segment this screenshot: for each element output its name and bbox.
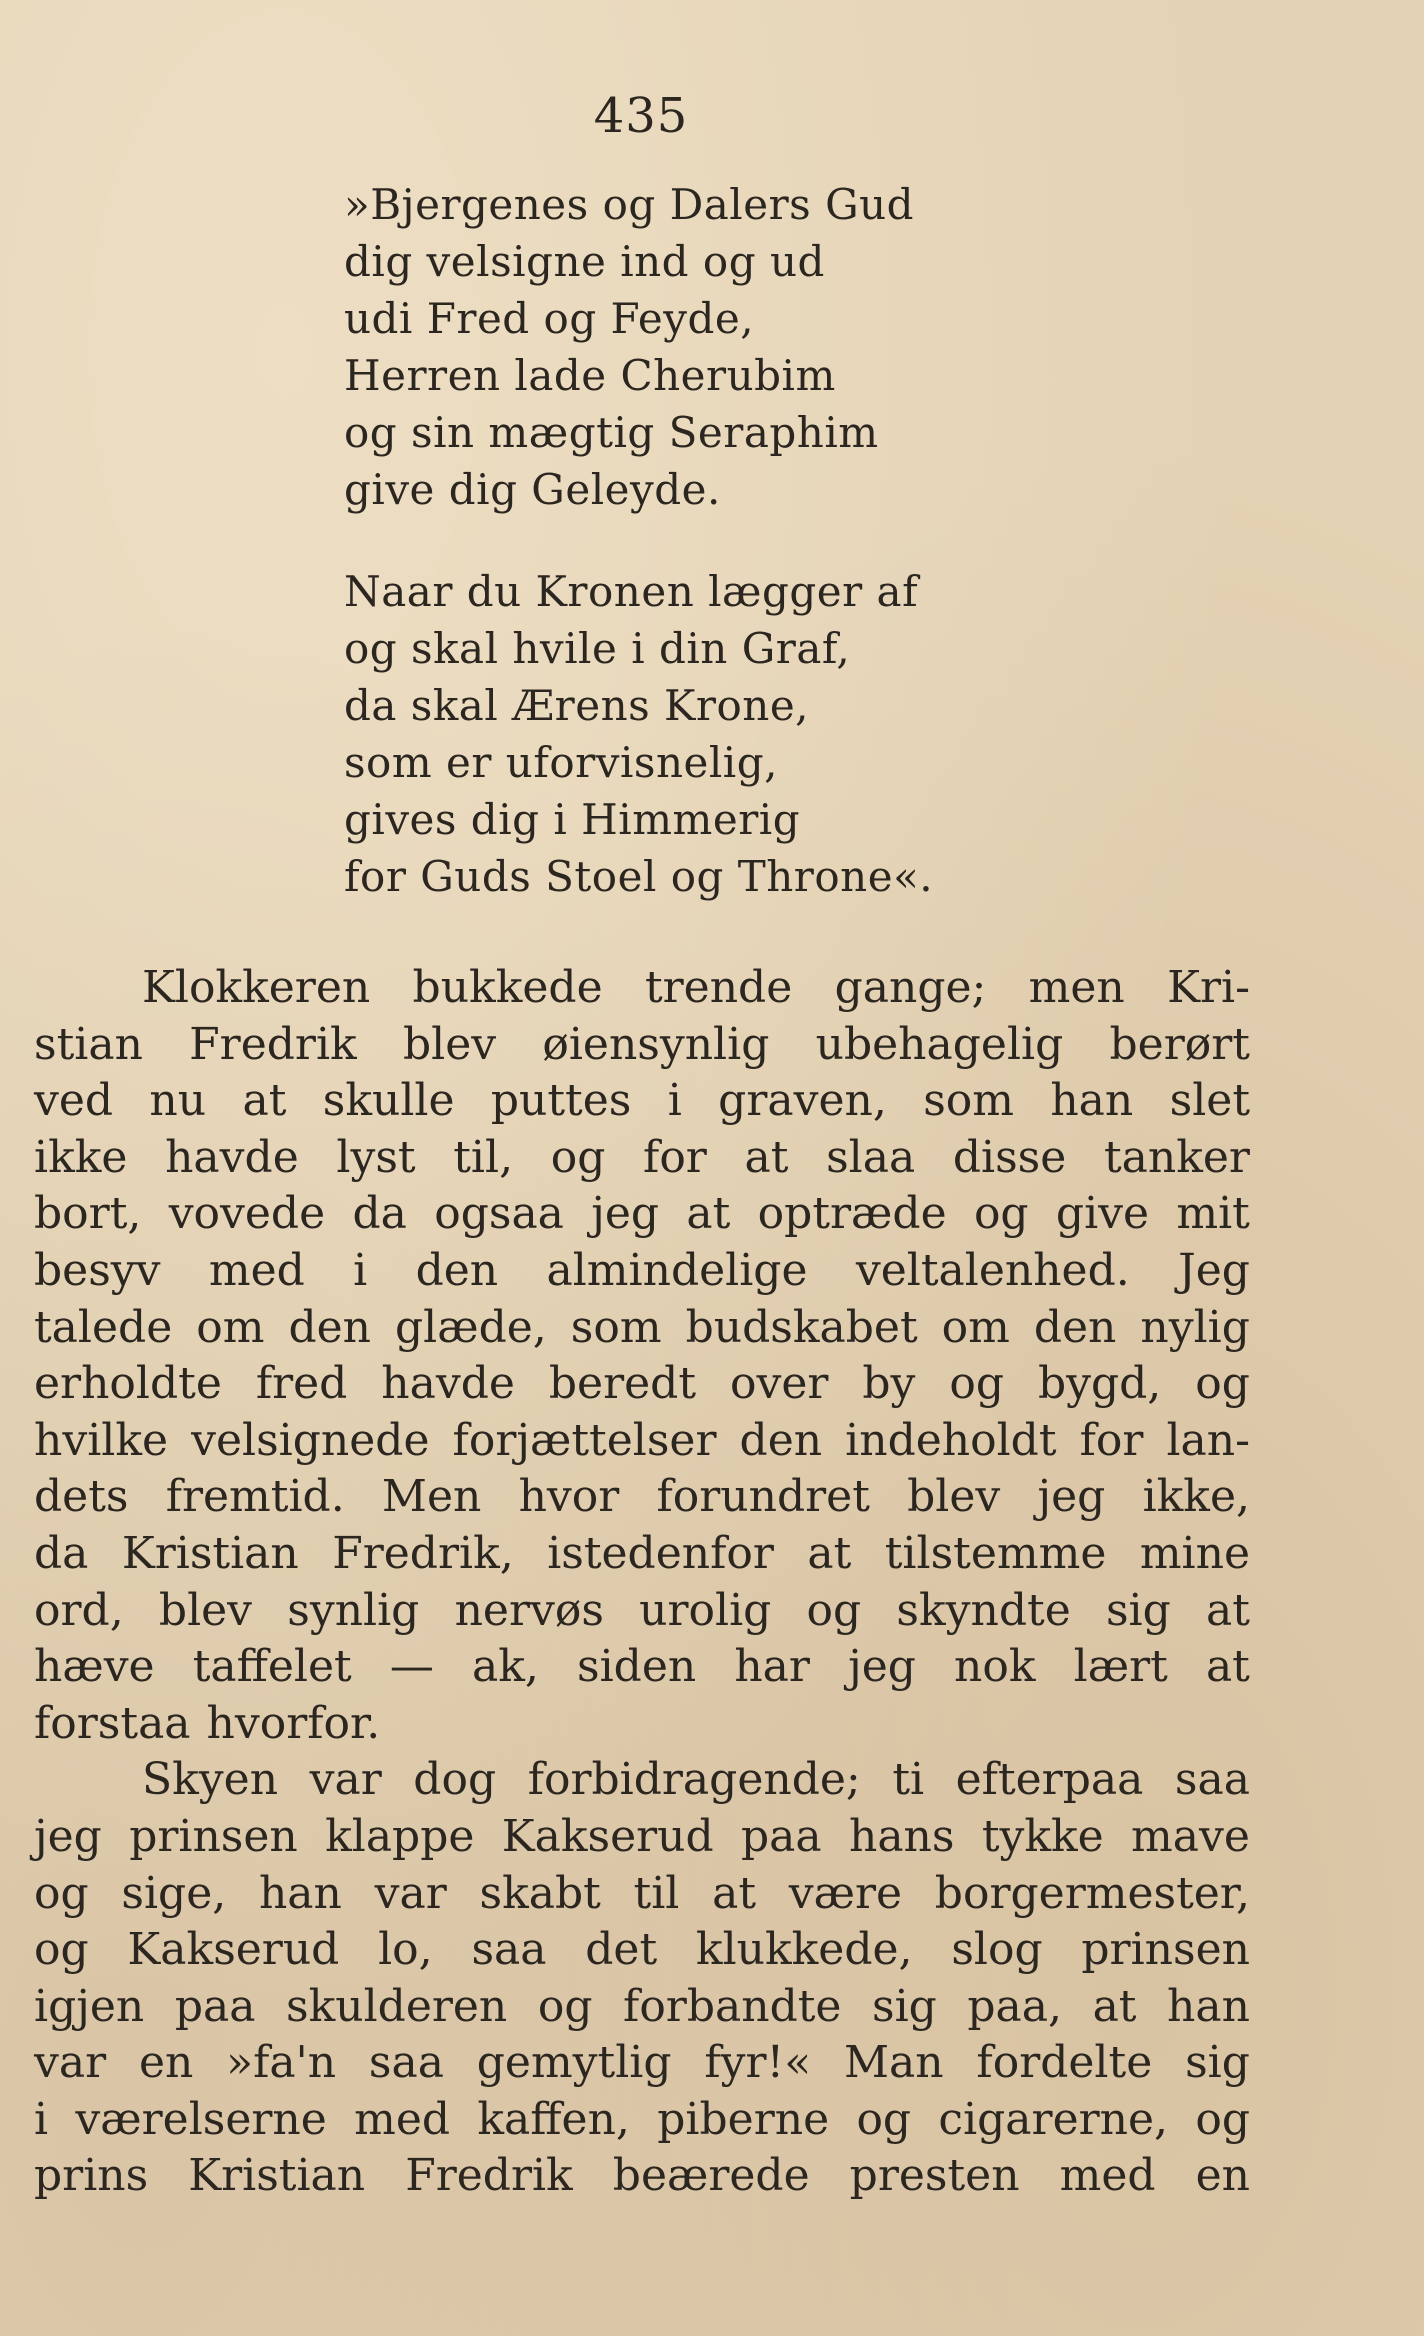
prose-word: sig: [872, 1980, 937, 2032]
prose-word: fremtid.: [165, 1471, 345, 1523]
prose-word: velsignede: [191, 1414, 430, 1466]
prose-word: Man: [843, 2037, 944, 2089]
prose-word: til: [633, 1867, 680, 1919]
prose-word: forstaa: [34, 1697, 191, 1749]
verse-line: gives dig i Himmerig: [344, 795, 801, 844]
prose-word: skabt: [479, 1867, 601, 1919]
prose-line: [34, 2092, 1250, 2149]
prose-word: forundret: [656, 1471, 870, 1523]
prose-word: talede: [34, 1301, 173, 1353]
prose-word: om: [941, 1301, 1010, 1353]
verse-line: dig velsigne ind og ud: [344, 237, 825, 286]
prose-word: øiensynlig: [542, 1018, 770, 1070]
page-number: 435: [593, 88, 689, 144]
prose-word: hvorfor.: [206, 1697, 381, 1749]
prose-word: ved: [34, 1075, 114, 1127]
prose-word: kaffen,: [477, 2093, 630, 2145]
prose-word: var: [34, 2037, 107, 2089]
prose-word: da: [352, 1188, 407, 1240]
prose-word: men: [1028, 962, 1125, 1013]
prose-word: over: [729, 1358, 829, 1410]
prose-word: i: [667, 1075, 682, 1127]
prose-line: [34, 1526, 1250, 1583]
prose-word: med: [1059, 2150, 1156, 2202]
prose-word: ikke,: [1142, 1471, 1250, 1523]
prose-word: skulderen: [286, 1980, 508, 2032]
prose-word: forjættelser: [452, 1414, 717, 1466]
prose-word: i: [353, 1244, 368, 1296]
prose-line: [34, 1356, 1250, 1413]
prose-word: by: [862, 1358, 916, 1410]
prose-word: mit: [1176, 1188, 1250, 1240]
prose-word: at: [242, 1075, 287, 1127]
prose-word: med: [354, 2093, 451, 2145]
prose-line: [34, 1413, 1250, 1470]
prose-word: Skyen: [142, 1754, 279, 1806]
prose-word: om: [196, 1301, 265, 1353]
prose-word: fordelte: [976, 2037, 1153, 2089]
prose-word: og: [806, 1584, 862, 1636]
prose-word: at: [807, 1527, 852, 1579]
prose-word: Fredrik: [189, 1018, 357, 1070]
prose-word: værelserne: [75, 2093, 327, 2145]
prose-line: [34, 2148, 1250, 2205]
prose-word: presten: [849, 2150, 1020, 2202]
prose-line: [34, 1017, 1250, 1074]
prose-line: [34, 1866, 1250, 1923]
prose-word: for: [1079, 1414, 1144, 1466]
prose-word: tykke: [981, 1810, 1104, 1862]
prose-word: prinsen: [1081, 1924, 1250, 1976]
prose-word: sig: [1185, 2037, 1250, 2089]
prose-word: hæve: [34, 1641, 155, 1693]
prose-word: dog: [413, 1754, 497, 1806]
prose-word: prinsen: [129, 1810, 298, 1862]
prose-word: Kakserud: [501, 1810, 714, 1862]
prose-word: den: [1033, 1301, 1117, 1353]
prose-word: havde: [165, 1131, 299, 1183]
prose-word: Men: [381, 1471, 482, 1523]
prose-word: nu: [149, 1075, 207, 1127]
prose-word: berørt: [1109, 1018, 1250, 1070]
prose-word: indeholdt: [845, 1414, 1057, 1466]
prose-word: og: [550, 1131, 606, 1183]
prose-word: at: [1205, 1641, 1250, 1693]
prose-word: beærede: [612, 2150, 810, 2202]
prose-word: istedenfor: [547, 1527, 774, 1579]
prose-word: og: [856, 2093, 912, 2145]
prose-word: sige,: [121, 1867, 227, 1919]
prose-word: efterpaa: [955, 1754, 1144, 1806]
prose-word: være: [788, 1867, 903, 1919]
prose-word: som: [923, 1075, 1014, 1127]
prose-word: disse: [952, 1131, 1067, 1183]
prose-word: for: [643, 1131, 707, 1183]
prose-word: prins: [34, 2150, 149, 2202]
prose-word: en: [1195, 2150, 1250, 2202]
prose-word: forbidragende;: [527, 1754, 861, 1806]
prose-word: til,: [453, 1131, 514, 1183]
prose-word: ikke: [34, 1131, 128, 1183]
prose-word: urolig: [639, 1584, 772, 1636]
prose-word: var: [309, 1754, 382, 1806]
prose-word: Kakserud: [127, 1924, 340, 1976]
prose-word: at: [744, 1131, 789, 1183]
prose-word: klappe: [325, 1810, 475, 1862]
prose-word: og: [537, 1980, 593, 2032]
prose-word: taffelet: [192, 1641, 352, 1693]
prose-word: dets: [34, 1471, 129, 1523]
prose-word: erholdte: [34, 1358, 222, 1410]
prose-line: [34, 1073, 1250, 1130]
verse-line: give dig Geleyde.: [344, 465, 721, 514]
prose-word: blev: [158, 1584, 253, 1636]
prose-word: som: [570, 1301, 662, 1353]
prose-word: da: [34, 1527, 89, 1579]
prose-line: [34, 1922, 1250, 1979]
prose-word: saa: [1174, 1754, 1250, 1806]
prose-line: [34, 1186, 1250, 1243]
prose-word: klukkede,: [695, 1924, 913, 1976]
verse-line: for Guds Stoel og Throne«.: [344, 852, 934, 901]
prose-word: var: [374, 1867, 447, 1919]
prose-word: vovede: [168, 1188, 326, 1240]
prose-word: Fredrik,: [332, 1527, 514, 1579]
prose-word: gange;: [834, 962, 987, 1013]
prose-word: tanker: [1103, 1131, 1250, 1183]
prose-word: saa: [471, 1924, 547, 1976]
prose-word: han: [258, 1867, 342, 1919]
prose-word: trende: [644, 962, 793, 1013]
prose-word: han: [1167, 1980, 1250, 2032]
prose-word: nervøs: [454, 1584, 604, 1636]
verse-line: udi Fred og Feyde,: [344, 294, 755, 343]
prose-word: den: [739, 1414, 823, 1466]
prose-word: borgermester,: [934, 1867, 1250, 1919]
prose-word: bort,: [34, 1188, 142, 1240]
verse-stanza-2: [344, 563, 933, 905]
prose-word: paa: [741, 1810, 822, 1862]
verse-line: Naar du Kronen lægger af: [344, 567, 919, 616]
prose-word: forbandte: [623, 1980, 842, 2032]
prose-word: at: [1092, 1980, 1137, 2032]
prose-word: Kristian: [121, 1527, 299, 1579]
prose-word: fyr!«: [704, 2037, 812, 2089]
prose-line: [34, 1696, 1250, 1753]
prose-word: ak,: [471, 1641, 539, 1693]
prose-word: havde: [381, 1358, 515, 1410]
verse-line: og skal hvile i din Graf,: [344, 624, 851, 673]
prose-word: piberne: [657, 2093, 830, 2145]
prose-line: [34, 1469, 1250, 1526]
prose-word: og: [949, 1358, 1004, 1410]
prose-word: bukkede: [412, 962, 603, 1013]
prose-word: lan-: [1166, 1414, 1250, 1466]
prose-line: [34, 1130, 1250, 1187]
prose-word: tilstemme: [884, 1527, 1107, 1579]
prose-word: bygd,: [1037, 1358, 1162, 1410]
prose-word: Kri-: [1167, 962, 1250, 1013]
prose-word: fred: [255, 1358, 348, 1410]
prose-word: saa: [368, 2037, 444, 2089]
prose-word: nok: [954, 1641, 1036, 1693]
prose-word: og: [973, 1188, 1029, 1240]
prose-word: at: [712, 1867, 757, 1919]
prose-word: puttes: [490, 1075, 632, 1127]
prose-word: slet: [1169, 1075, 1250, 1127]
prose-line: [34, 1639, 1250, 1696]
verse-line: »Bjergenes og Dalers Gud: [344, 180, 915, 229]
prose-word: den: [288, 1301, 371, 1353]
prose-word: og: [1195, 1358, 1250, 1410]
prose-word: »fa'n: [226, 2037, 337, 2089]
prose-word: siden: [577, 1641, 697, 1693]
prose-word: mave: [1131, 1810, 1250, 1862]
prose-word: og: [34, 1924, 89, 1976]
prose-word: en: [138, 2037, 194, 2089]
prose-word: at: [686, 1188, 731, 1240]
prose-word: veltalenhed.: [855, 1244, 1130, 1296]
prose-word: jeg: [848, 1641, 916, 1693]
verse-stanza-1: [344, 176, 914, 518]
prose-line: [34, 1752, 1250, 1809]
prose-word: sig: [1105, 1584, 1171, 1636]
prose-word: ord,: [34, 1584, 124, 1636]
prose-word: Fredrik: [405, 2150, 573, 2202]
prose-line: [34, 1809, 1250, 1866]
prose-word: stian: [34, 1018, 143, 1070]
prose-word: igjen: [34, 1980, 145, 2032]
prose-word: budskabet: [685, 1301, 918, 1353]
prose-word: graven,: [718, 1075, 887, 1127]
prose-word: paa,: [967, 1980, 1063, 2032]
prose-line: [34, 2035, 1250, 2092]
prose-word: ti: [892, 1754, 925, 1806]
prose-word: beredt: [548, 1358, 697, 1410]
prose-word: ubehagelig: [815, 1018, 1064, 1070]
prose-word: cigarerne,: [938, 2093, 1169, 2145]
prose-word: paa: [174, 1980, 256, 2032]
prose-line: [34, 1300, 1250, 1357]
prose-word: give: [1055, 1188, 1150, 1240]
prose-word: nylig: [1140, 1301, 1250, 1353]
prose-word: i: [34, 2093, 49, 2145]
prose-word: mine: [1139, 1527, 1250, 1579]
prose-word: han: [1050, 1075, 1134, 1127]
prose-word: Jeg: [1178, 1244, 1250, 1296]
verse-line: og sin mægtig Seraphim: [344, 408, 879, 457]
verse-line: som er uforvisnelig,: [344, 738, 778, 787]
verse-line: da skal Ærens Krone,: [344, 681, 810, 730]
prose-word: jeg: [1037, 1471, 1106, 1523]
prose-word: skulle: [322, 1075, 455, 1127]
prose-word: jeg: [591, 1188, 660, 1240]
prose-word: —: [389, 1641, 434, 1693]
prose-word: glæde,: [395, 1301, 547, 1353]
prose-word: almindelige: [546, 1244, 808, 1296]
prose-word: og: [1195, 2093, 1250, 2145]
prose-word: besyv: [34, 1244, 161, 1296]
prose-word: jeg: [34, 1810, 102, 1862]
prose-word: optræde: [757, 1188, 947, 1240]
prose-word: lært: [1073, 1641, 1168, 1693]
prose-line: [34, 1243, 1250, 1300]
prose-word: det: [585, 1924, 658, 1976]
prose-word: blev: [907, 1471, 1001, 1523]
prose-word: hvilke: [34, 1414, 169, 1466]
prose-word: og: [34, 1867, 89, 1919]
prose-word: den: [415, 1244, 499, 1296]
prose-word: Kristian: [188, 2150, 366, 2202]
verse-line: Herren lade Cherubim: [344, 351, 836, 400]
prose-body: [34, 960, 1250, 2205]
prose-word: slog: [951, 1924, 1043, 1976]
prose-word: lo,: [378, 1924, 433, 1976]
prose-word: synlig: [287, 1584, 420, 1636]
prose-word: ogsaa: [434, 1188, 564, 1240]
prose-word: hvor: [518, 1471, 620, 1523]
prose-line: [34, 1583, 1250, 1640]
prose-word: lyst: [336, 1131, 416, 1183]
prose-word: hans: [848, 1810, 955, 1862]
prose-word: at: [1206, 1584, 1250, 1636]
prose-word: har: [734, 1641, 810, 1693]
prose-word: slaa: [826, 1131, 916, 1183]
prose-word: Klokkeren: [142, 962, 371, 1013]
prose-word: med: [208, 1244, 305, 1296]
prose-line: [34, 1979, 1250, 2036]
prose-word: blev: [402, 1018, 497, 1070]
prose-line: [34, 960, 1250, 1017]
prose-word: gemytlig: [476, 2037, 672, 2089]
prose-word: skyndte: [896, 1584, 1071, 1636]
